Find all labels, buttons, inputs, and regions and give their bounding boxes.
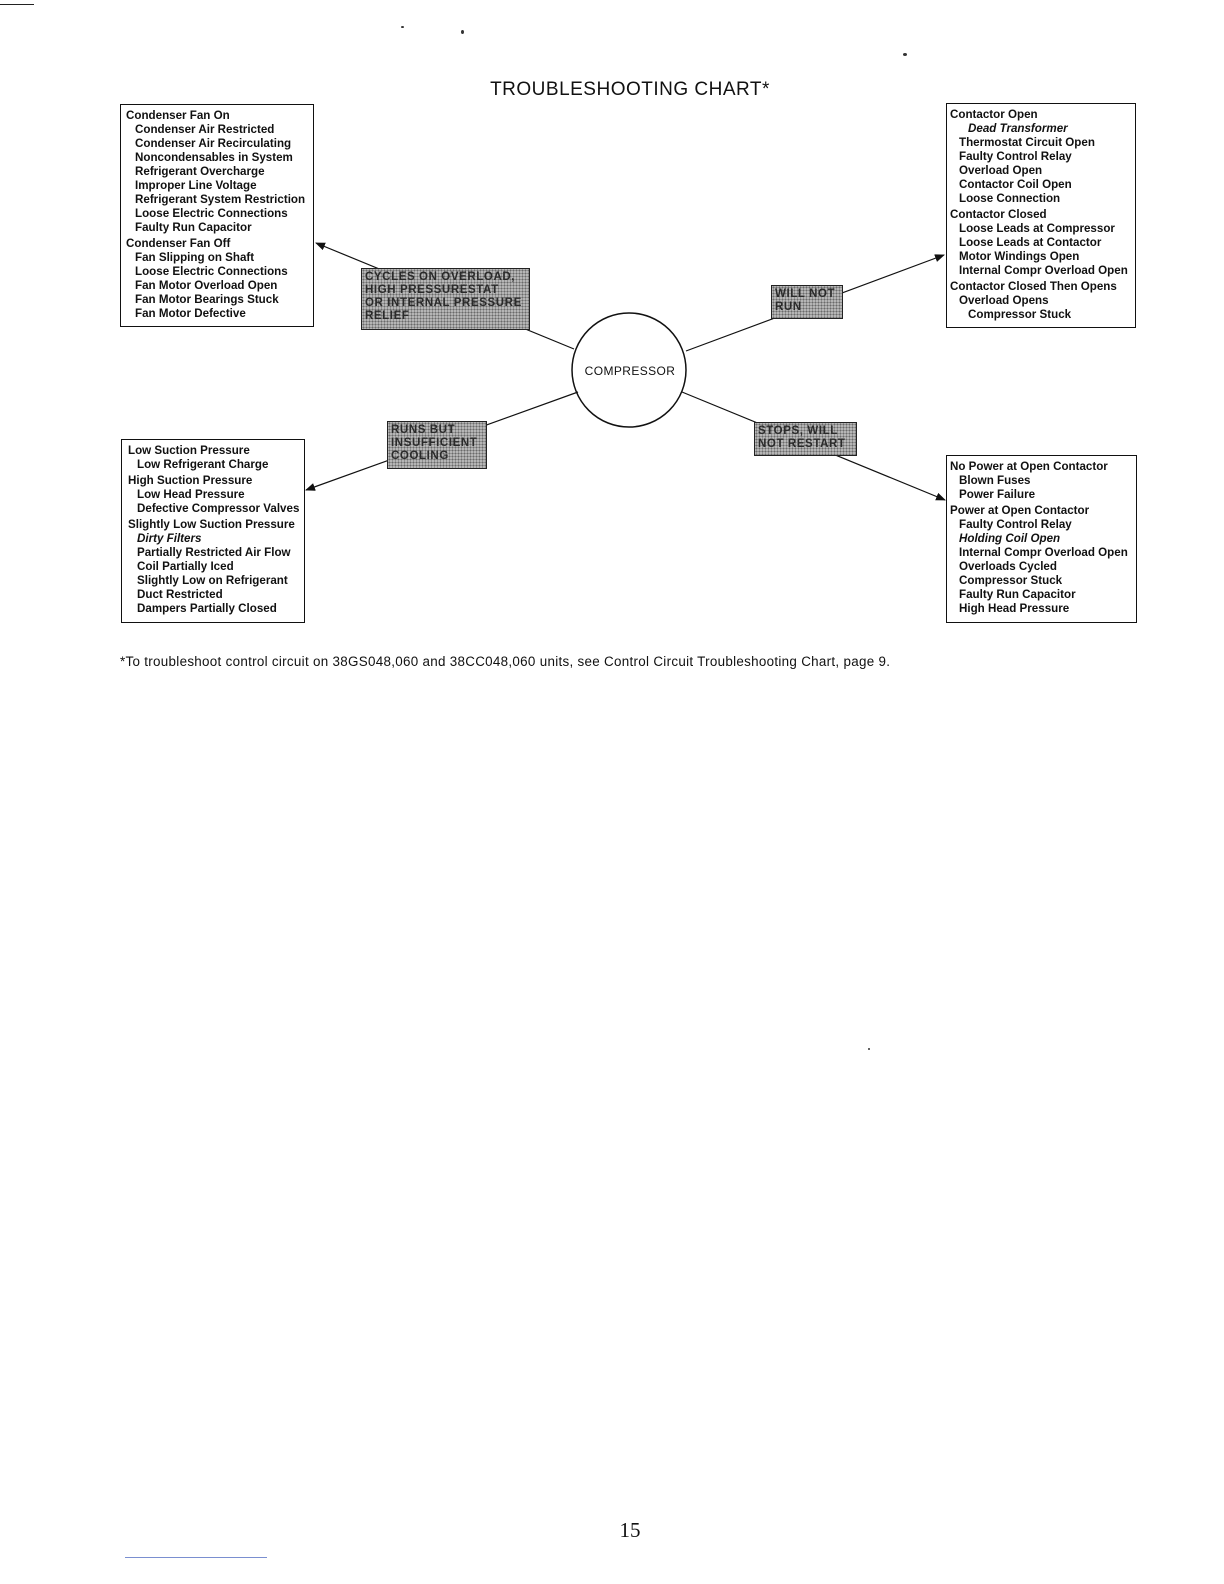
cause-item: Dampers Partially Closed bbox=[137, 602, 277, 615]
cause-item: Overload Opens bbox=[959, 294, 1049, 307]
cause-item: Power Failure bbox=[959, 488, 1036, 501]
cause-item: Faulty Run Capacitor bbox=[135, 221, 252, 234]
cause-item: Dirty Filters bbox=[137, 532, 202, 545]
cause-item: Low Refrigerant Charge bbox=[137, 458, 269, 471]
cause-heading: High Suction Pressure bbox=[128, 474, 253, 487]
symptom-label-line: RELIEF bbox=[365, 310, 410, 322]
cause-item: Internal Compr Overload Open bbox=[959, 264, 1128, 277]
cause-item: Condenser Air Restricted bbox=[135, 123, 275, 136]
cause-item: Fan Motor Overload Open bbox=[135, 279, 278, 292]
cause-item: Condenser Air Recirculating bbox=[135, 137, 292, 150]
symptom-label-line: INSUFFICIENT bbox=[391, 437, 478, 449]
cause-item: Thermostat Circuit Open bbox=[959, 136, 1095, 149]
cause-item: Fan Motor Defective bbox=[135, 307, 246, 320]
cause-item: Motor Windings Open bbox=[959, 250, 1080, 263]
symptom-label-line: CYCLES ON OVERLOAD, bbox=[365, 271, 516, 283]
cause-item: Slightly Low on Refrigerant bbox=[137, 574, 288, 587]
cause-item: Refrigerant System Restriction bbox=[135, 193, 306, 206]
insufficient-causes-box bbox=[121, 439, 305, 623]
bottom-link-rule bbox=[125, 1557, 267, 1558]
cause-item: Duct Restricted bbox=[137, 588, 223, 601]
cause-item: Overload Open bbox=[959, 164, 1043, 177]
chart-title: TROUBLESHOOTING CHART* bbox=[490, 78, 770, 100]
cause-item: Faulty Run Capacitor bbox=[959, 588, 1076, 601]
symptom-label-insufficient bbox=[387, 421, 487, 469]
cause-item: Coil Partially Iced bbox=[137, 560, 234, 573]
cause-item: Defective Compressor Valves bbox=[137, 502, 300, 515]
cause-item: Low Head Pressure bbox=[137, 488, 245, 501]
cause-heading: Contactor Closed bbox=[950, 208, 1047, 221]
cause-item: Fan Slipping on Shaft bbox=[135, 251, 255, 264]
symptom-label-line: OR INTERNAL PRESSURE bbox=[365, 297, 522, 309]
cause-item: Blown Fuses bbox=[959, 474, 1031, 487]
cause-item: Loose Connection bbox=[959, 192, 1061, 205]
cause-item: Refrigerant Overcharge bbox=[135, 165, 265, 178]
symptom-label-line: HIGH PRESSURESTAT bbox=[365, 284, 499, 296]
cause-heading: Low Suction Pressure bbox=[128, 444, 250, 457]
cause-item: Fan Motor Bearings Stuck bbox=[135, 293, 279, 306]
cause-heading: Power at Open Contactor bbox=[950, 504, 1090, 517]
symptom-label-line: STOPS, WILL bbox=[758, 425, 838, 437]
cause-heading: Slightly Low Suction Pressure bbox=[128, 518, 295, 531]
symptom-label-will-not-run bbox=[771, 285, 843, 319]
cause-item: Noncondensables in System bbox=[135, 151, 293, 164]
cause-item: Contactor Coil Open bbox=[959, 178, 1072, 191]
compressor-label: COMPRESSOR bbox=[584, 364, 676, 378]
cause-item: Loose Leads at Contactor bbox=[959, 236, 1102, 249]
cause-item: Partially Restricted Air Flow bbox=[137, 546, 291, 559]
cause-item: Holding Coil Open bbox=[959, 532, 1061, 545]
footnote: *To troubleshoot control circuit on 38GS048,060 and 38CC048,060 units, see Control Circuit Troubleshooting Chart, page 9. bbox=[120, 654, 891, 669]
cause-heading: Condenser Fan Off bbox=[126, 237, 231, 250]
symptom-label-line: WILL NOT bbox=[775, 288, 836, 300]
cycles-causes-box bbox=[120, 104, 314, 327]
will-not-run-causes-box bbox=[946, 103, 1136, 328]
symptom-label-line: COOLING bbox=[391, 450, 449, 462]
cause-item: Loose Leads at Compressor bbox=[959, 222, 1115, 235]
cause-heading: Contactor Open bbox=[950, 108, 1038, 121]
cause-item: Faulty Control Relay bbox=[959, 518, 1072, 531]
symptom-label-line: RUNS BUT bbox=[391, 424, 456, 436]
cause-item: High Head Pressure bbox=[959, 602, 1070, 615]
cause-item: Compressor Stuck bbox=[959, 574, 1063, 587]
cause-item: Improper Line Voltage bbox=[135, 179, 257, 192]
cause-item: Dead Transformer bbox=[968, 122, 1068, 135]
cause-item: Internal Compr Overload Open bbox=[959, 546, 1128, 559]
cause-heading: No Power at Open Contactor bbox=[950, 460, 1108, 473]
cause-item: Compressor Stuck bbox=[968, 308, 1072, 321]
cause-item: Overloads Cycled bbox=[959, 560, 1057, 573]
cause-item: Faulty Control Relay bbox=[959, 150, 1072, 163]
symptom-label-line: RUN bbox=[775, 301, 802, 313]
cause-item: Loose Electric Connections bbox=[135, 207, 288, 220]
cause-heading: Contactor Closed Then Opens bbox=[950, 280, 1117, 293]
stops-causes-box bbox=[946, 455, 1137, 623]
symptom-label-stops bbox=[754, 422, 857, 456]
cause-heading: Condenser Fan On bbox=[126, 109, 230, 122]
cause-item: Loose Electric Connections bbox=[135, 265, 288, 278]
page-number: 15 bbox=[619, 1518, 641, 1542]
symptom-label-line: NOT RESTART bbox=[758, 438, 846, 450]
symptom-label-cycles bbox=[361, 268, 530, 330]
